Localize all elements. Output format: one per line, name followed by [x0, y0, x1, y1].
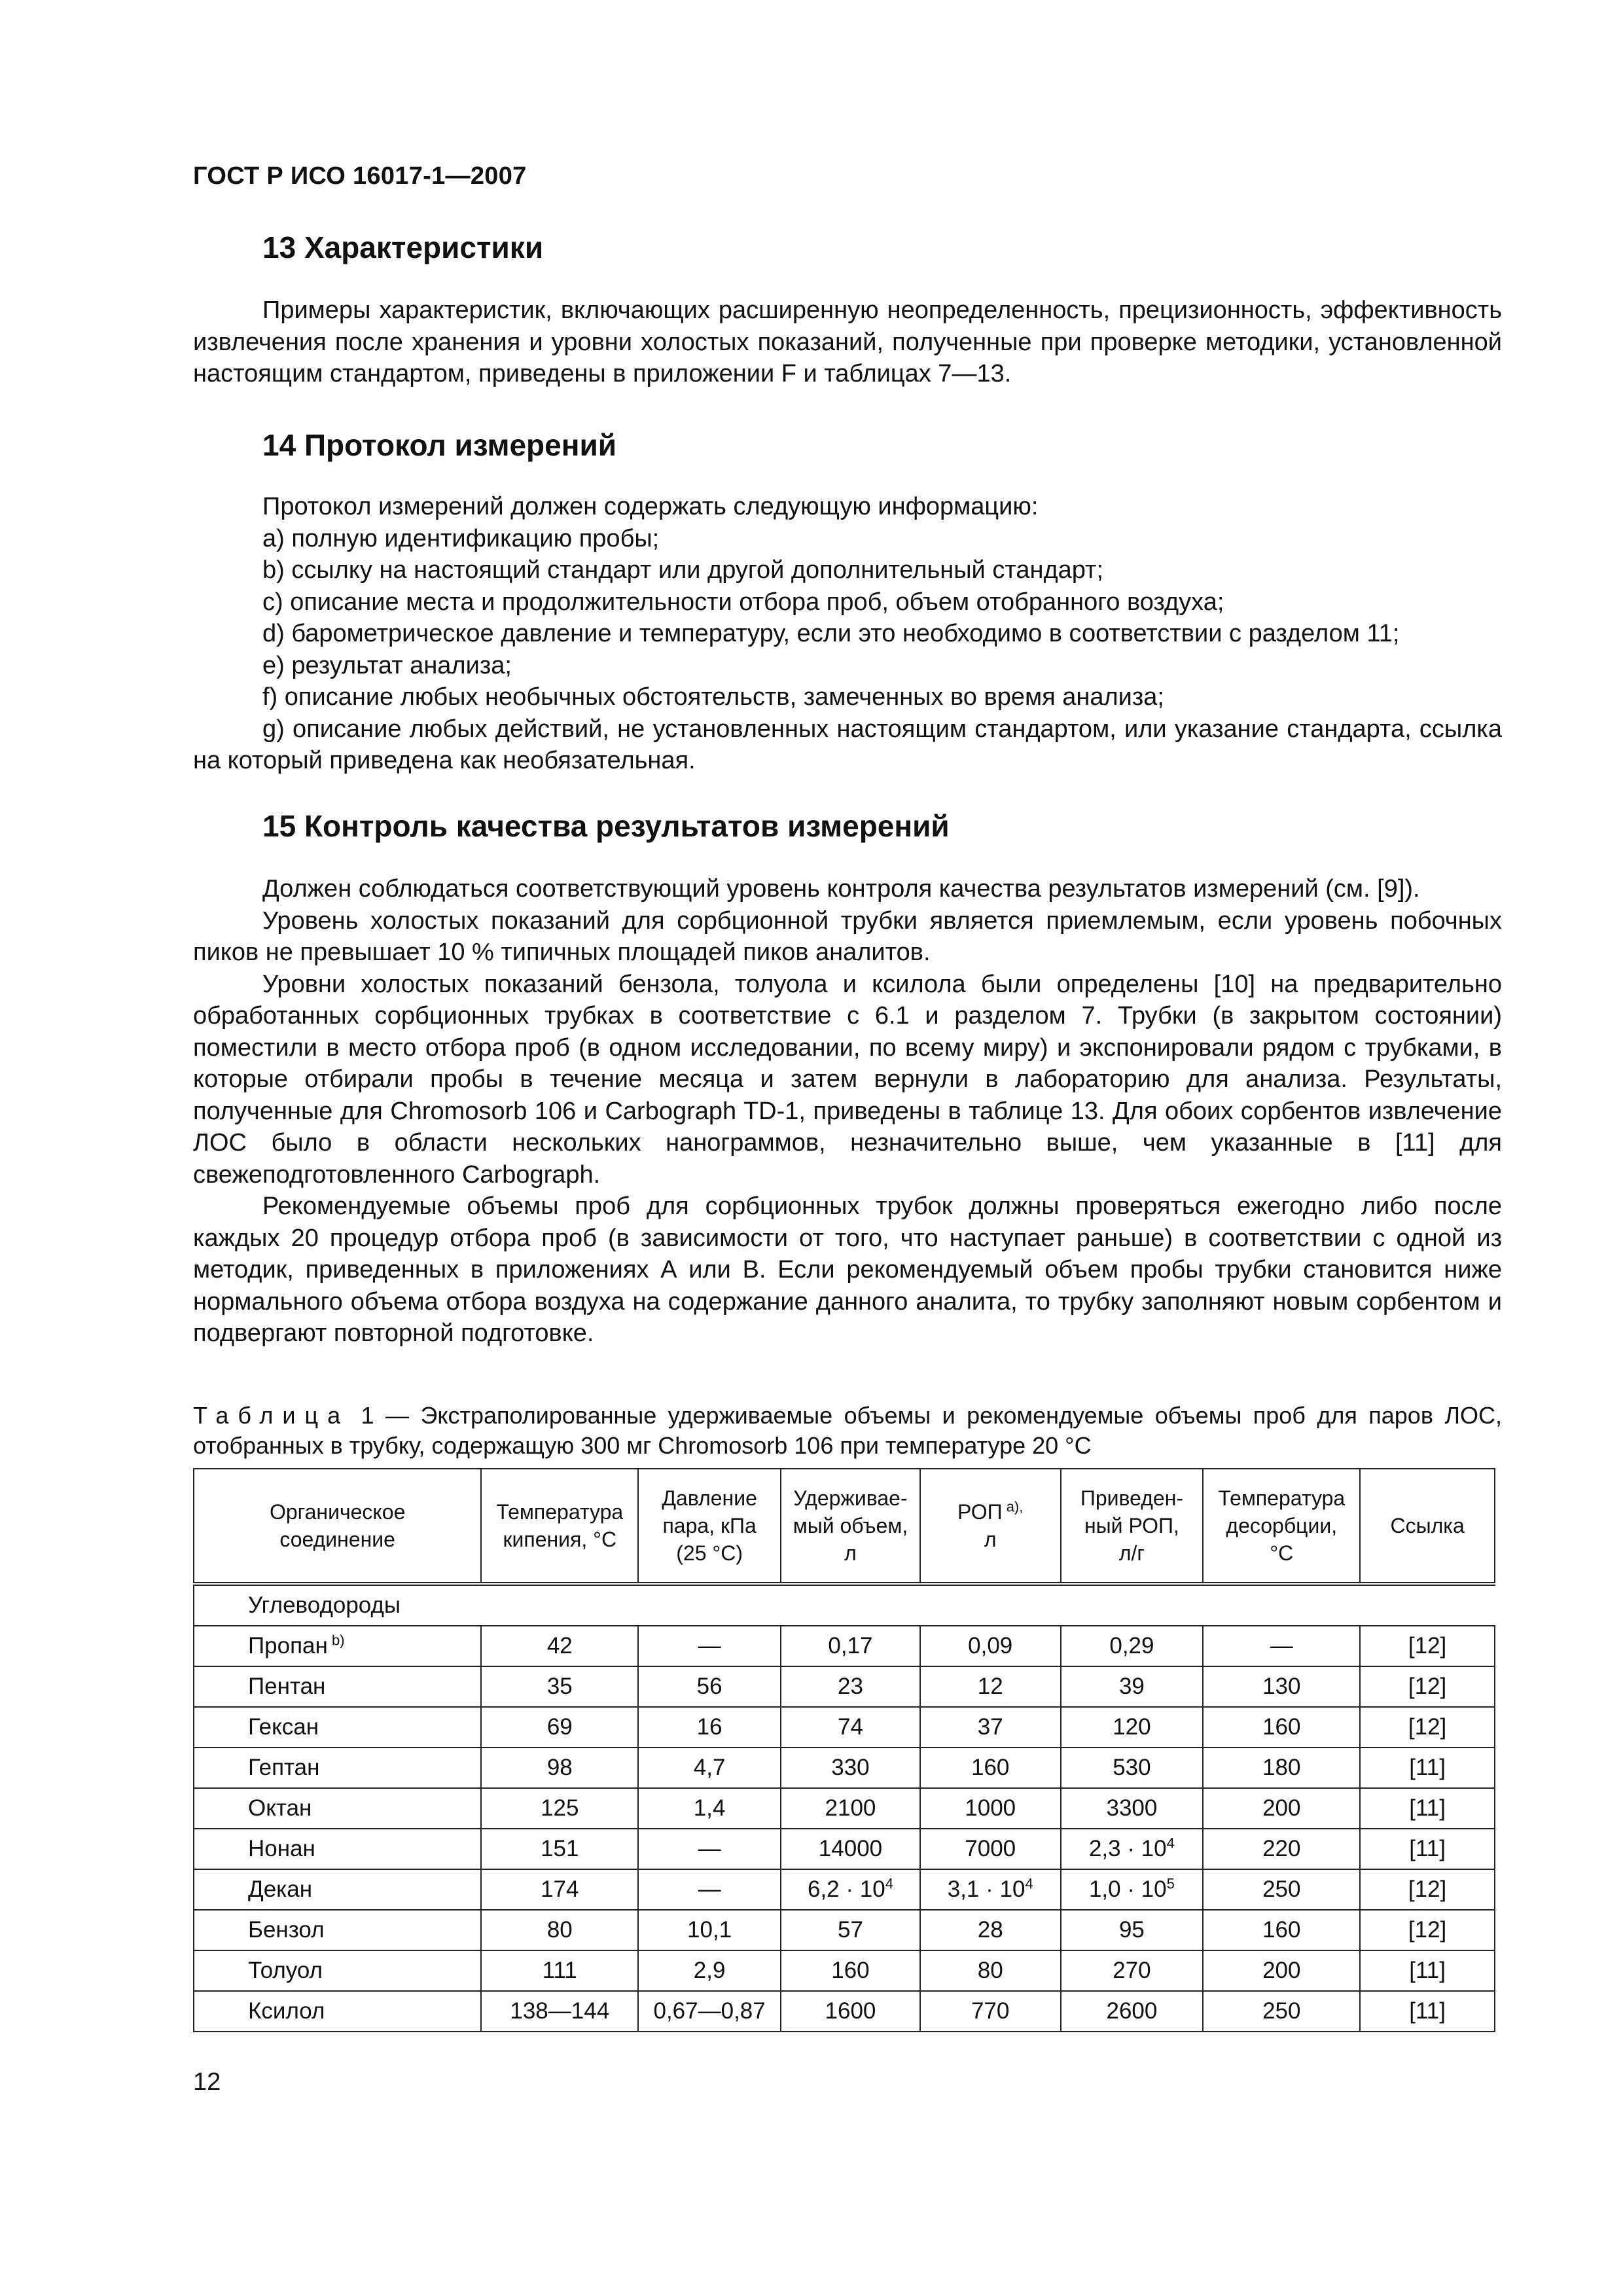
header-line: л: [844, 1541, 857, 1565]
list-item-e: e) результат анализа;: [262, 651, 512, 679]
table-row: [194, 1666, 1495, 1707]
footnote-mark: а),: [1002, 1498, 1024, 1515]
table-cell: [11]: [1360, 1788, 1495, 1829]
list-item-b: b) ссылку на настоящий стандарт или другой дополнительный стандарт;: [262, 556, 1104, 584]
section-15-paragraph-2: Уровень холостых показаний для сорбционной трубки является приемлемым, если уровень побочных пиков не превышает 10 % типичных площадей пиков аналитов.: [193, 906, 1502, 966]
list-item-d: d) барометрическое давление и температуру, если это необходимо в соответствии с разделом 11;: [262, 620, 1400, 647]
table-cell: 180: [1203, 1748, 1360, 1788]
table-cell: Октан: [194, 1788, 481, 1829]
section-13-paragraph: Примеры характеристик, включающих расширенную неопределенность, прецизионность, эффективность извлечения после хранения и уровни холостых показаний, полученные при проверке методики, установленной настоящим стандартом, приведены в приложении F и таблицах 7—13.: [193, 296, 1502, 387]
exponent: 4: [1166, 1835, 1175, 1852]
table-cell: Нонан: [194, 1829, 481, 1869]
page-number: 12: [193, 2068, 221, 2096]
list-item-f: f) описание любых необычных обстоятельств, замеченных во время анализа;: [262, 683, 1164, 711]
section-14-title: 14 Протокол измерений: [262, 428, 617, 462]
section-14: [193, 425, 1502, 777]
table-cell: Пентан: [194, 1666, 481, 1707]
table-row: [194, 1950, 1495, 1991]
table-cell: Толуол: [194, 1950, 481, 1991]
table-cell: 0,09: [920, 1626, 1061, 1666]
table-cell: 14000: [781, 1829, 920, 1869]
header-line: (25 °С): [676, 1541, 743, 1565]
table-row: [194, 1910, 1495, 1950]
table-cell: 1000: [920, 1788, 1061, 1829]
table-cell: [12]: [1360, 1869, 1495, 1910]
table-header-cell: [1061, 1469, 1204, 1584]
table-cell: [12]: [1360, 1910, 1495, 1950]
section-15-paragraph-1: Должен соблюдаться соответствующий уровень контроля качества результатов измерений (см. [9]).: [262, 875, 1420, 903]
header-line: кипения, °С: [503, 1528, 617, 1551]
header-line: Температура: [1218, 1486, 1346, 1510]
section-13: [193, 228, 1502, 390]
section-15-title: 15 Контроль качества результатов измерений: [262, 809, 950, 843]
table-cell: 125: [481, 1788, 638, 1829]
table-header-row: [194, 1469, 1495, 1584]
header-line: соединение: [279, 1528, 395, 1551]
table-cell: 42: [481, 1626, 638, 1666]
table-row: [194, 1829, 1495, 1869]
exponent: 5: [1166, 1875, 1175, 1892]
table-cell: —: [1203, 1626, 1360, 1666]
exponent: 4: [1025, 1875, 1033, 1892]
table-cell: Гептан: [194, 1748, 481, 1788]
table-cell: [11]: [1360, 1991, 1495, 2032]
table-cell: 1600: [781, 1991, 920, 2032]
table-header-cell: [920, 1469, 1061, 1584]
list-item-c: c) описание места и продолжительности отбора проб, объем отобранного воздуха;: [262, 588, 1224, 616]
table-cell: Декан: [194, 1869, 481, 1910]
table-cell: 80: [920, 1950, 1061, 1991]
list-item-g: g) описание любых действий, не установленных настоящим стандартом, или указание стандарта, ссылка на который приведена как необязательная.: [193, 715, 1502, 774]
table-cell: Ксилол: [194, 1991, 481, 2032]
header-line: Давление: [662, 1486, 757, 1510]
header-line: мый объем,: [793, 1514, 908, 1537]
table-cell: Бензол: [194, 1910, 481, 1950]
table-cell: 16: [638, 1707, 781, 1748]
table-cell: 4,7: [638, 1748, 781, 1788]
table-cell: 37: [920, 1707, 1061, 1748]
section-13-title: 13 Характеристики: [262, 230, 544, 264]
group-label: Углеводороды: [194, 1584, 1495, 1626]
header-line: Ссылка: [1390, 1514, 1465, 1537]
table-cell: [12]: [1360, 1666, 1495, 1707]
table-cell: 530: [1061, 1748, 1204, 1788]
table-cell: [12]: [1360, 1707, 1495, 1748]
table-cell: 770: [920, 1991, 1061, 2032]
table-cell: 200: [1203, 1950, 1360, 1991]
header-line: Приведен-: [1080, 1486, 1184, 1510]
table-cell: 2600: [1061, 1991, 1204, 2032]
table-caption-text: 1 — Экстраполированные удерживаемые объемы и рекомендуемые объемы проб для паров ЛОС, отобранных в трубку, содержащую 300 мг Chromosorb 106 при температуре 20 °С: [193, 1402, 1502, 1459]
table-cell: 0,67—0,87: [638, 1991, 781, 2032]
table-cell: $2,3 \cdot 10^4$: [1061, 1829, 1204, 1869]
table-cell: 151: [481, 1829, 638, 1869]
table-group-row: [194, 1584, 1495, 1626]
table-cell: 35: [481, 1666, 638, 1707]
table-cell: 1,4: [638, 1788, 781, 1829]
table-cell: 250: [1203, 1869, 1360, 1910]
header-line: °С: [1270, 1541, 1294, 1565]
section-14-intro: Протокол измерений должен содержать следующую информацию:: [262, 493, 1039, 520]
table-cell: 2100: [781, 1788, 920, 1829]
table-cell: 220: [1203, 1829, 1360, 1869]
table-header-cell: [1203, 1469, 1360, 1584]
table-cell: 160: [1203, 1910, 1360, 1950]
table-cell: 98: [481, 1748, 638, 1788]
table-caption-label: Таблица: [193, 1402, 350, 1429]
table-cell: 0,29: [1061, 1626, 1204, 1666]
table-cell: 160: [781, 1950, 920, 1991]
header-line: десорбции,: [1226, 1514, 1338, 1537]
table-cell: 23: [781, 1666, 920, 1707]
table-cell: 174: [481, 1869, 638, 1910]
table-cell: [12]: [1360, 1626, 1495, 1666]
table-cell: Гексан: [194, 1707, 481, 1748]
section-15-paragraph-3: Уровни холостых показаний бензола, толуола и ксилола были определены [10] на предварительно обработанных сорбционных трубках в соответствие с 6.1 и разделом 7. Трубки (в закрытом состоянии) поместили в место отбора проб (в одном исследовании, по всему миру) и экспонировали рядом с трубками, в которые отбирали пробы в течение месяца и затем вернули в лабораторию для анализа. Результаты, полученные для Chromosorb 106 и Carbograph TD-1, приведены в таблице 13. Для обоих сорбентов извлечение ЛОС было в области нескольких нанограммов, незначительно выше, чем указанные в [11] для свежеподготовленного Carbograph.: [193, 970, 1502, 1189]
header-line: л: [984, 1528, 997, 1551]
table-header-cell: [781, 1469, 920, 1584]
document-header: ГОСТ Р ИСО 16017-1—2007: [193, 162, 527, 190]
header-line: РОП: [957, 1500, 1003, 1524]
table-header-cell: [481, 1469, 638, 1584]
table-cell: 74: [781, 1707, 920, 1748]
table-row: [194, 1748, 1495, 1788]
section-15: [193, 806, 1502, 1350]
table-row: [194, 1626, 1495, 1666]
table-cell: —: [638, 1626, 781, 1666]
section-15-paragraph-4: Рекомендуемые объемы проб для сорбционных трубок должны проверяться ежегодно либо после каждых 20 процедур отбора проб (в зависимости от того, что наступает раньше) в соответствии с одной из методик, приведенных в приложениях А или В. Если рекомендуемый объем пробы трубки становится ниже нормального объема отбора воздуха на содержание данного аналита, то трубку заполняют новым сорбентом и подвергают повторной подготовке.: [193, 1193, 1502, 1347]
table-cell: 111: [481, 1950, 638, 1991]
table-cell: 0,17: [781, 1626, 920, 1666]
table-cell: 330: [781, 1748, 920, 1788]
table-cell: $3,1 \cdot 10^4$: [920, 1869, 1061, 1910]
table-cell: 69: [481, 1707, 638, 1748]
table-cell: —: [638, 1869, 781, 1910]
table-cell: 138—144: [481, 1991, 638, 2032]
header-line: Удерживае-: [793, 1486, 908, 1510]
table-row: [194, 1707, 1495, 1748]
table-cell: —: [638, 1829, 781, 1869]
table-header-cell: [638, 1469, 781, 1584]
table-cell: [11]: [1360, 1950, 1495, 1991]
table-cell: 10,1: [638, 1910, 781, 1950]
table-cell: 3300: [1061, 1788, 1204, 1829]
table-cell: Пропан $^{b)}$: [194, 1626, 481, 1666]
table-row: [194, 1991, 1495, 2032]
table-cell: 200: [1203, 1788, 1360, 1829]
table-header-cell: [1360, 1469, 1495, 1584]
table-cell: [11]: [1360, 1748, 1495, 1788]
table-cell: [11]: [1360, 1829, 1495, 1869]
table-cell: 95: [1061, 1910, 1204, 1950]
header-line: Температура: [496, 1500, 624, 1524]
table-cell: 56: [638, 1666, 781, 1707]
table-row: [194, 1869, 1495, 1910]
list-item-a: a) полную идентификацию пробы;: [262, 524, 660, 552]
table-cell: 250: [1203, 1991, 1360, 2032]
table-cell: $1,0 \cdot 10^5$: [1061, 1869, 1204, 1910]
footnote-mark: b): [327, 1632, 345, 1649]
exponent: 4: [885, 1875, 893, 1892]
table-cell: 120: [1061, 1707, 1204, 1748]
header-line: л/г: [1118, 1541, 1145, 1565]
table-caption: [193, 1401, 1502, 1461]
header-line: ный РОП,: [1084, 1514, 1179, 1537]
table-cell: 28: [920, 1910, 1061, 1950]
table-cell: 80: [481, 1910, 638, 1950]
table-cell: 12: [920, 1666, 1061, 1707]
table-cell: 160: [1203, 1707, 1360, 1748]
table-cell: 39: [1061, 1666, 1204, 1707]
table-cell: 270: [1061, 1950, 1204, 1991]
header-line: пара, кПа: [662, 1514, 757, 1537]
table-cell: 2,9: [638, 1950, 781, 1991]
table-cell: 160: [920, 1748, 1061, 1788]
table-body: [194, 1584, 1495, 2032]
data-table: [193, 1468, 1495, 2032]
table-cell: 130: [1203, 1666, 1360, 1707]
table-cell: 57: [781, 1910, 920, 1950]
table-row: [194, 1788, 1495, 1829]
table-header-cell: [194, 1469, 481, 1584]
table-cell: 7000: [920, 1829, 1061, 1869]
header-line: Органическое: [269, 1500, 406, 1524]
table-cell: $6,2 \cdot 10^4$: [781, 1869, 920, 1910]
